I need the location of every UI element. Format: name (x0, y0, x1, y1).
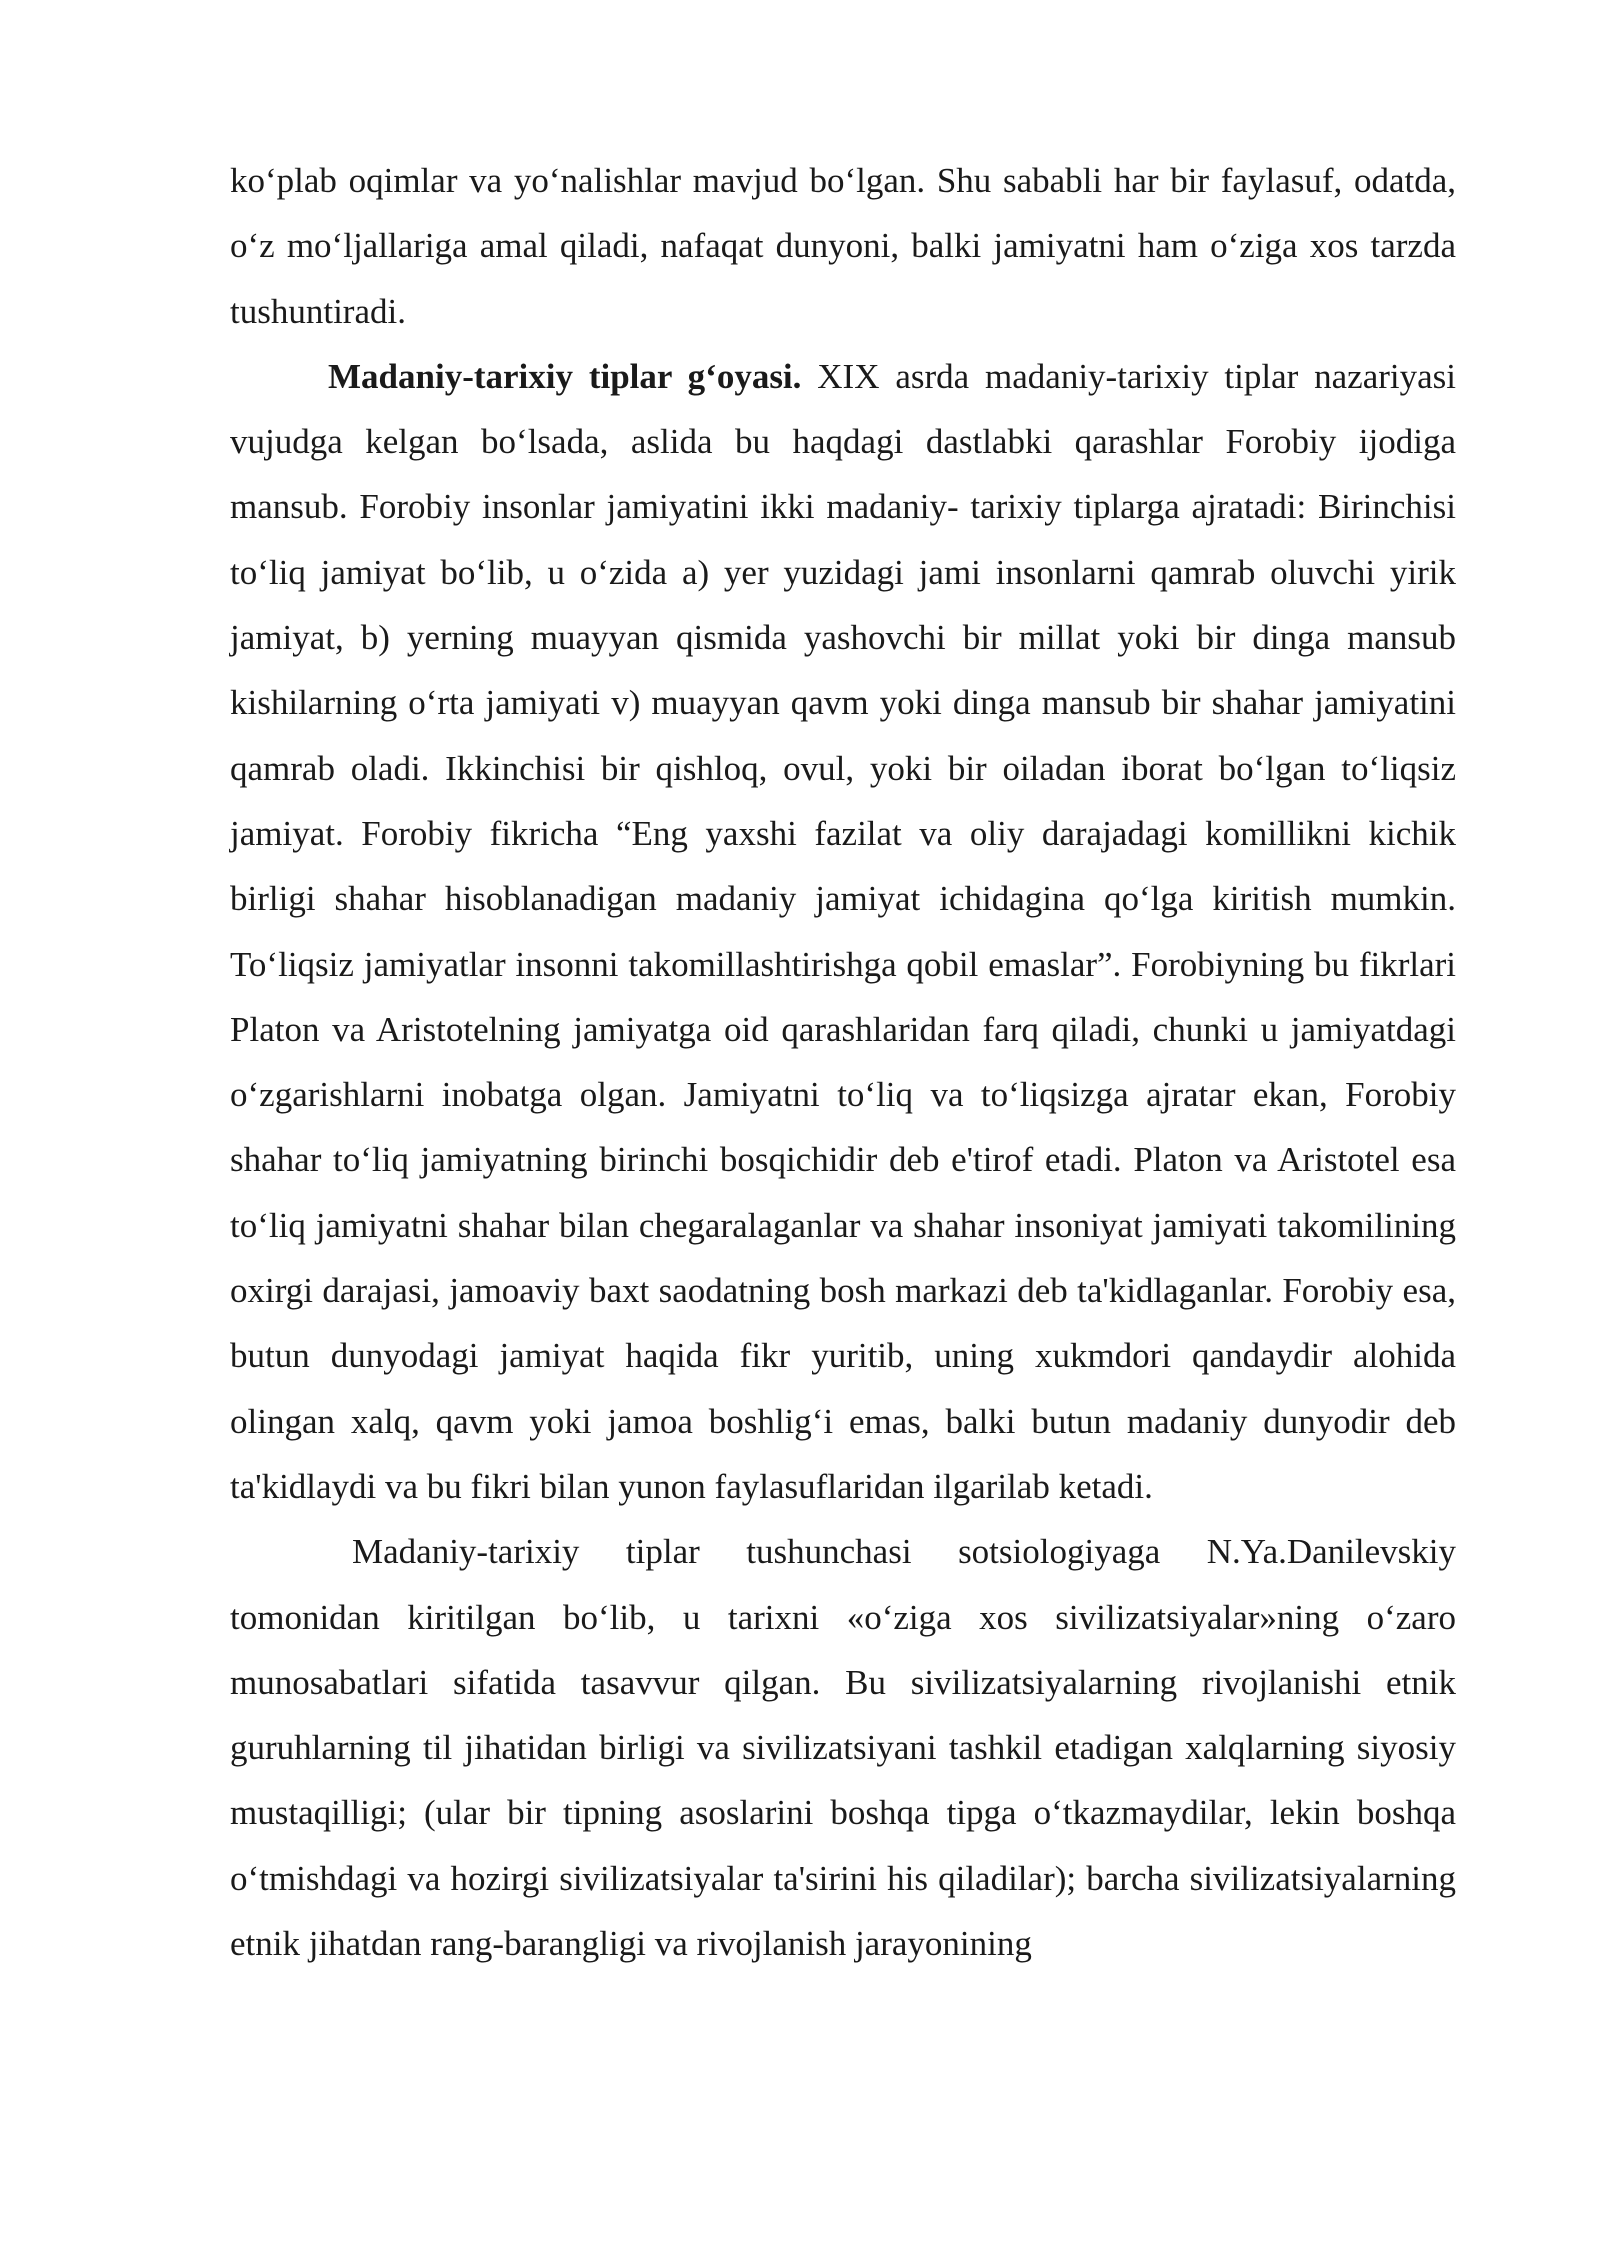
paragraph-cultural-types (230, 344, 1456, 1519)
document-page (230, 148, 1456, 1976)
paragraph-danilevskiy (230, 1519, 1456, 1976)
paragraph-text: Madaniy-tarixiy tiplar tushunchasi sotsiologiyaga N.Ya.Danilevskiy tomonidan kiritilgan bo‘lib, u tarixni «o‘ziga xos sivilizatsiyalar»ning o‘zaro munosabatlari sifatida tasavvur qilgan. Bu sivilizatsiyalarning rivojlanishi etnik guruhlarning til jihatidan birligi va sivilizatsiyani tashkil etadigan xalqlarning siyosiy mustaqilligi; (ular bir tipning asoslarini boshqa tipga o‘tkazmaydilar, lekin boshqa o‘tmishdagi va hozirgi sivilizatsiyalar ta'sirini his qiladilar); barcha sivilizatsiyalarning etnik jihatdan rang-barangligi va rivojlanish jarayonining (230, 1532, 1456, 1964)
paragraph-text: XIX asrda madaniy-tarixiy tiplar nazariyasi vujudga kelgan bo‘lsada, aslida bu haqdagi dastlabki qarashlar Forobiy ijodiga mansub. Forobiy insonlar jamiyatini ikki madaniy- tarixiy tiplarga ajratadi: Birinchisi to‘liq jamiyat bo‘lib, u o‘zida a) yer yuzidagi jami insonlarni qamrab oluvchi yirik jamiyat, b) yerning muayyan qismida yashovchi bir millat yoki bir dinga mansub kishilarning o‘rta jamiyati v) muayyan qavm yoki dinga mansub bir shahar jamiyatini qamrab oladi. Ikkinchisi bir qishloq, ovul, yoki bir oiladan iborat bo‘lgan to‘liqsiz jamiyat. Forobiy fikricha “Eng yaxshi fazilat va oliy darajadagi komillikni kichik birligi shahar hisoblanadigan madaniy jamiyat ichidagina qo‘lga kiritish mumkin. To‘liqsiz jamiyatlar insonni takomillashtirishga qobil emaslar”. Forobiyning bu fikrlari Platon va Aristotelning jamiyatga oid qarashlaridan farq qiladi, chunki u jamiyatdagi o‘zgarishlarni inobatga olgan. Jamiyatni to‘liq va to‘liqsizga ajratar ekan, Forobiy shahar to‘liq jamiyatning birinchi bosqichidir deb e'tirof etadi. Platon va Aristotel esa to‘liq jamiyatni shahar bilan chegaralaganlar va shahar insoniyat jamiyati takomilining oxirgi darajasi, jamoaviy baxt saodatning bosh markazi deb ta'kidlaganlar. Forobiy esa, butun dunyodagi jamiyat haqida fikr yuritib, uning xukmdori qandaydir alohida olingan xalq, qavm yoki jamoa boshlig‘i emas, balki butun madaniy dunyodir deb ta'kidlaydi va bu fikri bilan yunon faylasuflaridan ilgarilab ketadi. (230, 356, 1456, 1506)
paragraph-continuation (230, 148, 1456, 344)
section-heading: Madaniy-tarixiy tiplar g‘oyasi. (328, 356, 802, 396)
paragraph-text: ko‘plab oqimlar va yo‘nalishlar mavjud bo‘lgan. Shu sababli har bir faylasuf, odatda, o‘z mo‘ljallariga amal qiladi, nafaqat dunyoni, balki jamiyatni ham o‘ziga xos tarzda tushuntiradi. (230, 161, 1456, 331)
